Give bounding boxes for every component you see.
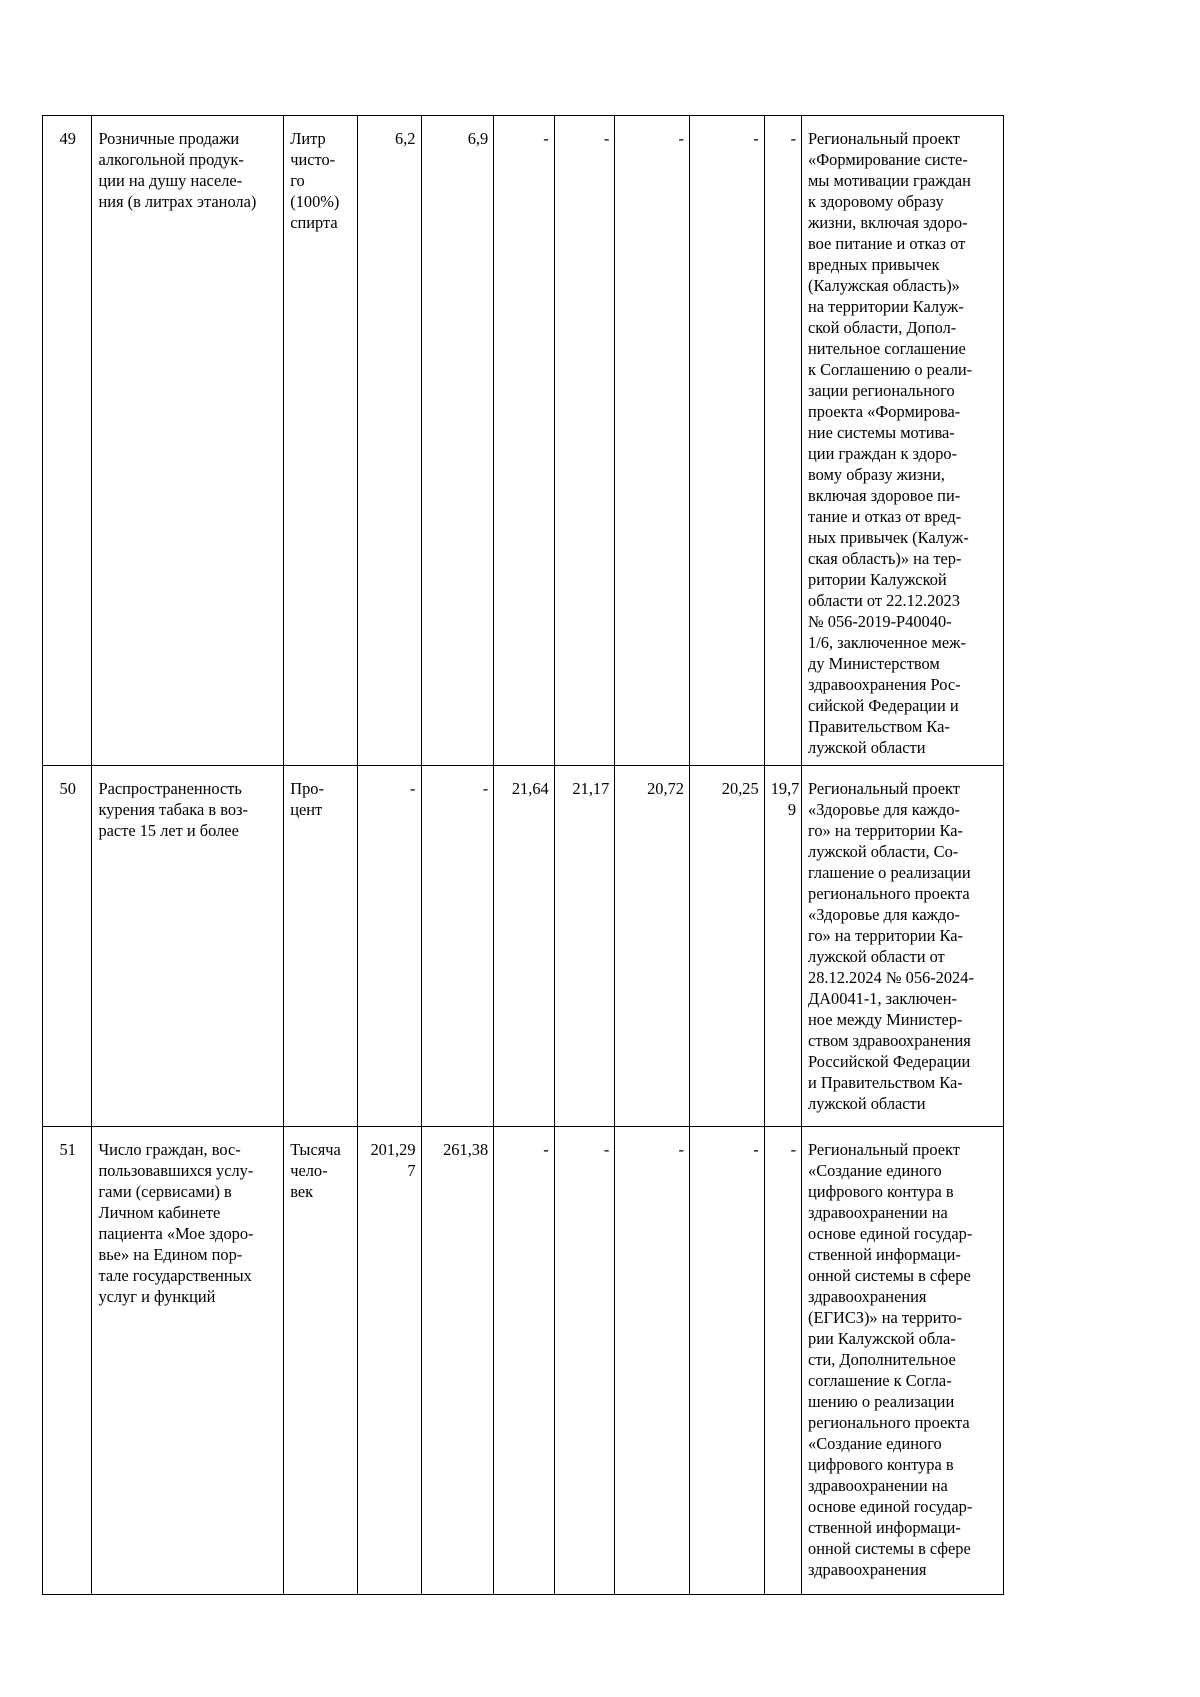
source-document-line: Региональный проект — [808, 1140, 960, 1159]
indicator-name-line: алкогольной продук- — [98, 150, 244, 169]
indicator-value-line: 6,9 — [467, 129, 489, 148]
source-document-line: регионального проекта — [808, 884, 970, 903]
source-document-line: (Калужская область)» — [808, 276, 960, 295]
indicator-value — [764, 1127, 801, 1595]
source-document-line: мы мотивации граждан — [808, 171, 971, 190]
source-document-line: к Соглашению о реали- — [808, 360, 973, 379]
indicator-name-line: пользовавшихся услу- — [98, 1161, 254, 1180]
indicator-value — [421, 1127, 494, 1595]
indicator-value-line: - — [678, 129, 684, 148]
unit-of-measure — [284, 116, 358, 766]
indicator-name-line: Распространенность — [98, 779, 242, 798]
indicator-value-line: 20,72 — [647, 779, 684, 798]
unit-of-measure-line: спирта — [290, 213, 338, 232]
source-document-line: ской области, Допол- — [808, 318, 957, 337]
row-number: 51 — [43, 1127, 92, 1595]
unit-of-measure-line: Литр — [290, 129, 326, 148]
indicator-value-line: 21,17 — [572, 779, 610, 798]
indicator-name-line: Личном кабинете — [98, 1203, 221, 1222]
source-document-line: го» на территории Ка- — [808, 821, 964, 840]
source-document — [802, 1127, 1004, 1595]
indicator-name — [92, 116, 284, 766]
indicator-value-line: 7 — [407, 1161, 416, 1180]
source-document-line: жизни, включая здоро- — [808, 213, 968, 232]
source-document-line: лужской области — [808, 738, 926, 757]
indicator-name — [92, 766, 284, 1127]
source-document-line: онной системы в сфере — [808, 1266, 971, 1285]
unit-of-measure — [284, 1127, 358, 1595]
source-document-line: нительное соглашение — [808, 339, 966, 358]
unit-of-measure-line: Тысяча — [290, 1140, 341, 1159]
unit-of-measure-line: (100%) — [290, 192, 340, 211]
indicator-name-line: вье» на Едином пор- — [98, 1245, 243, 1264]
indicator-name-line: гами (сервисами) в — [98, 1182, 232, 1201]
indicator-value — [690, 116, 765, 766]
indicator-name-line: пациента «Мое здоро- — [98, 1224, 254, 1243]
source-document-line: сти, Дополнительное — [808, 1350, 956, 1369]
source-document-line: го» на территории Ка- — [808, 926, 964, 945]
source-document-line: ных привычек (Калуж- — [808, 528, 969, 547]
source-document-line: «Здоровье для каждо- — [808, 905, 961, 924]
source-document-line: Региональный проект — [808, 779, 960, 798]
source-document-line: здравоохранения — [808, 1560, 927, 1579]
source-document-line: к здоровому образу — [808, 192, 944, 211]
source-document — [802, 766, 1004, 1127]
source-document-line: лужской области от — [808, 947, 945, 966]
source-document-line: рии Калужской обла- — [808, 1329, 956, 1348]
source-document-line: сийской Федерации и — [808, 696, 959, 715]
unit-of-measure — [284, 766, 358, 1127]
source-document-line: ская область)» на тер- — [808, 549, 962, 568]
source-document-line: «Формирование систе- — [808, 150, 968, 169]
table-row — [43, 1127, 1004, 1595]
source-document — [802, 116, 1004, 766]
indicator-name-line: услуг и функций — [98, 1287, 216, 1306]
unit-of-measure-line: век — [290, 1182, 314, 1201]
source-document-line: включая здоровое пи- — [808, 486, 961, 505]
source-document-line: здравоохранения — [808, 1287, 927, 1306]
indicator-value — [615, 116, 690, 766]
source-document-line: ственной информаци- — [808, 1518, 961, 1537]
source-document-line: «Здоровье для каждо- — [808, 800, 961, 819]
indicator-name — [92, 1127, 284, 1595]
source-document-line: здравоохранения Рос- — [808, 675, 961, 694]
source-document-line: здравоохранении на — [808, 1476, 948, 1495]
indicator-value-line: 201,29 — [370, 1140, 416, 1159]
indicator-value — [494, 116, 555, 766]
indicator-value-line: - — [410, 779, 416, 798]
indicator-value — [764, 766, 801, 1127]
indicator-name-line: расте 15 лет и более — [98, 821, 239, 840]
indicator-value-line: - — [790, 129, 797, 148]
table-body — [43, 116, 1004, 1595]
indicator-value-line: - — [678, 1140, 684, 1159]
unit-of-measure-line: Про- — [290, 779, 324, 798]
source-document-line: ние системы мотива- — [808, 423, 955, 442]
indicator-value — [421, 766, 494, 1127]
indicators-table — [42, 115, 1004, 1595]
source-document-line: проекта «Формирова- — [808, 402, 961, 421]
indicator-value — [690, 766, 765, 1127]
indicator-value-line: 9 — [787, 800, 797, 819]
indicator-value — [615, 766, 690, 1127]
indicator-value — [357, 1127, 421, 1595]
unit-of-measure-line: цент — [290, 800, 323, 819]
indicator-name-line: Розничные продажи — [98, 129, 240, 148]
indicator-value — [690, 1127, 765, 1595]
indicator-value-line: - — [603, 1140, 610, 1159]
source-document-line: ДА0041-1, заключен- — [808, 989, 957, 1008]
unit-of-measure-line: чело- — [290, 1161, 328, 1180]
indicator-value-line: 261,38 — [443, 1140, 489, 1159]
source-document-line: 28.12.2024 № 056-2024- — [808, 968, 974, 987]
unit-of-measure-line: го — [290, 171, 305, 190]
source-document-line: вое питание и отказ от — [808, 234, 966, 253]
source-document-line: регионального проекта — [808, 1413, 970, 1432]
indicator-value — [494, 766, 555, 1127]
indicator-value — [421, 116, 494, 766]
source-document-line: лужской области — [808, 1094, 926, 1113]
indicator-value — [357, 116, 421, 766]
indicator-value — [554, 116, 615, 766]
source-document-line: шению о реализации — [808, 1392, 955, 1411]
table-row — [43, 766, 1004, 1127]
indicator-value — [554, 1127, 615, 1595]
unit-of-measure-line: чисто- — [290, 150, 336, 169]
source-document-line: вредных привычек — [808, 255, 940, 274]
indicator-value-line: 20,25 — [721, 779, 759, 798]
source-document-line: Российской Федерации — [808, 1052, 971, 1071]
source-document-line: цифрового контура в — [808, 1182, 954, 1201]
indicator-value — [615, 1127, 690, 1595]
indicator-value — [494, 1127, 555, 1595]
source-document-line: ции граждан к здоро- — [808, 444, 958, 463]
source-document-line: тание и отказ от вред- — [808, 507, 962, 526]
indicator-name-line: ции на душу населе- — [98, 171, 243, 190]
source-document-line: ду Министерством — [808, 654, 940, 673]
source-document-line: на территории Калуж- — [808, 297, 964, 316]
source-document-line: основе единой государ- — [808, 1497, 973, 1516]
source-document-line: ное между Министер- — [808, 1010, 963, 1029]
source-document-line: глашение о реализации — [808, 863, 971, 882]
indicator-name-line: ния (в литрах этанола) — [98, 192, 257, 211]
row-number: 49 — [43, 116, 92, 766]
source-document-line: (ЕГИСЗ)» на террито- — [808, 1308, 963, 1327]
source-document-line: «Создание единого — [808, 1434, 942, 1453]
source-document-line: ством здравоохранения — [808, 1031, 971, 1050]
indicator-value-line: 21,64 — [511, 779, 549, 798]
source-document-line: области от 22.12.2023 — [808, 591, 960, 610]
source-document-line: Региональный проект — [808, 129, 960, 148]
table-row — [43, 116, 1004, 766]
source-document-line: № 056-2019-Р40040- — [808, 612, 952, 631]
source-document-line: и Правительством Ка- — [808, 1073, 963, 1092]
indicator-value-line: - — [543, 1140, 549, 1159]
source-document-line: цифрового контура в — [808, 1455, 954, 1474]
indicator-value — [764, 116, 801, 766]
indicator-value-line: - — [603, 129, 610, 148]
source-document-line: вому образу жизни, — [808, 465, 945, 484]
indicator-name-line: курения табака в воз- — [98, 800, 248, 819]
indicator-value-line: - — [543, 129, 549, 148]
source-document-line: 1/6, заключенное меж- — [808, 633, 966, 652]
source-document-line: ственной информаци- — [808, 1245, 961, 1264]
indicator-value — [554, 766, 615, 1127]
indicator-value-line: - — [753, 129, 759, 148]
source-document-line: Правительством Ка- — [808, 717, 950, 736]
indicator-value-line: 6,2 — [395, 129, 416, 148]
indicator-name-line: Число граждан, вос- — [98, 1140, 241, 1159]
indicator-name-line: тале государственных — [98, 1266, 252, 1285]
source-document-line: лужской области, Со- — [808, 842, 959, 861]
source-document-line: соглашение к Согла- — [808, 1371, 952, 1390]
source-document-line: здравоохранении на — [808, 1203, 948, 1222]
indicator-value-line: - — [482, 779, 489, 798]
indicator-value-line: - — [790, 1140, 797, 1159]
source-document-line: «Создание единого — [808, 1161, 942, 1180]
indicator-value-line: - — [753, 1140, 759, 1159]
indicator-value-line: 19,7 — [770, 779, 800, 798]
source-document-line: зации регионального — [808, 381, 955, 400]
indicator-value — [357, 766, 421, 1127]
row-number: 50 — [43, 766, 92, 1127]
source-document-line: онной системы в сфере — [808, 1539, 971, 1558]
source-document-line: основе единой государ- — [808, 1224, 973, 1243]
source-document-line: ритории Калужской — [808, 570, 947, 589]
